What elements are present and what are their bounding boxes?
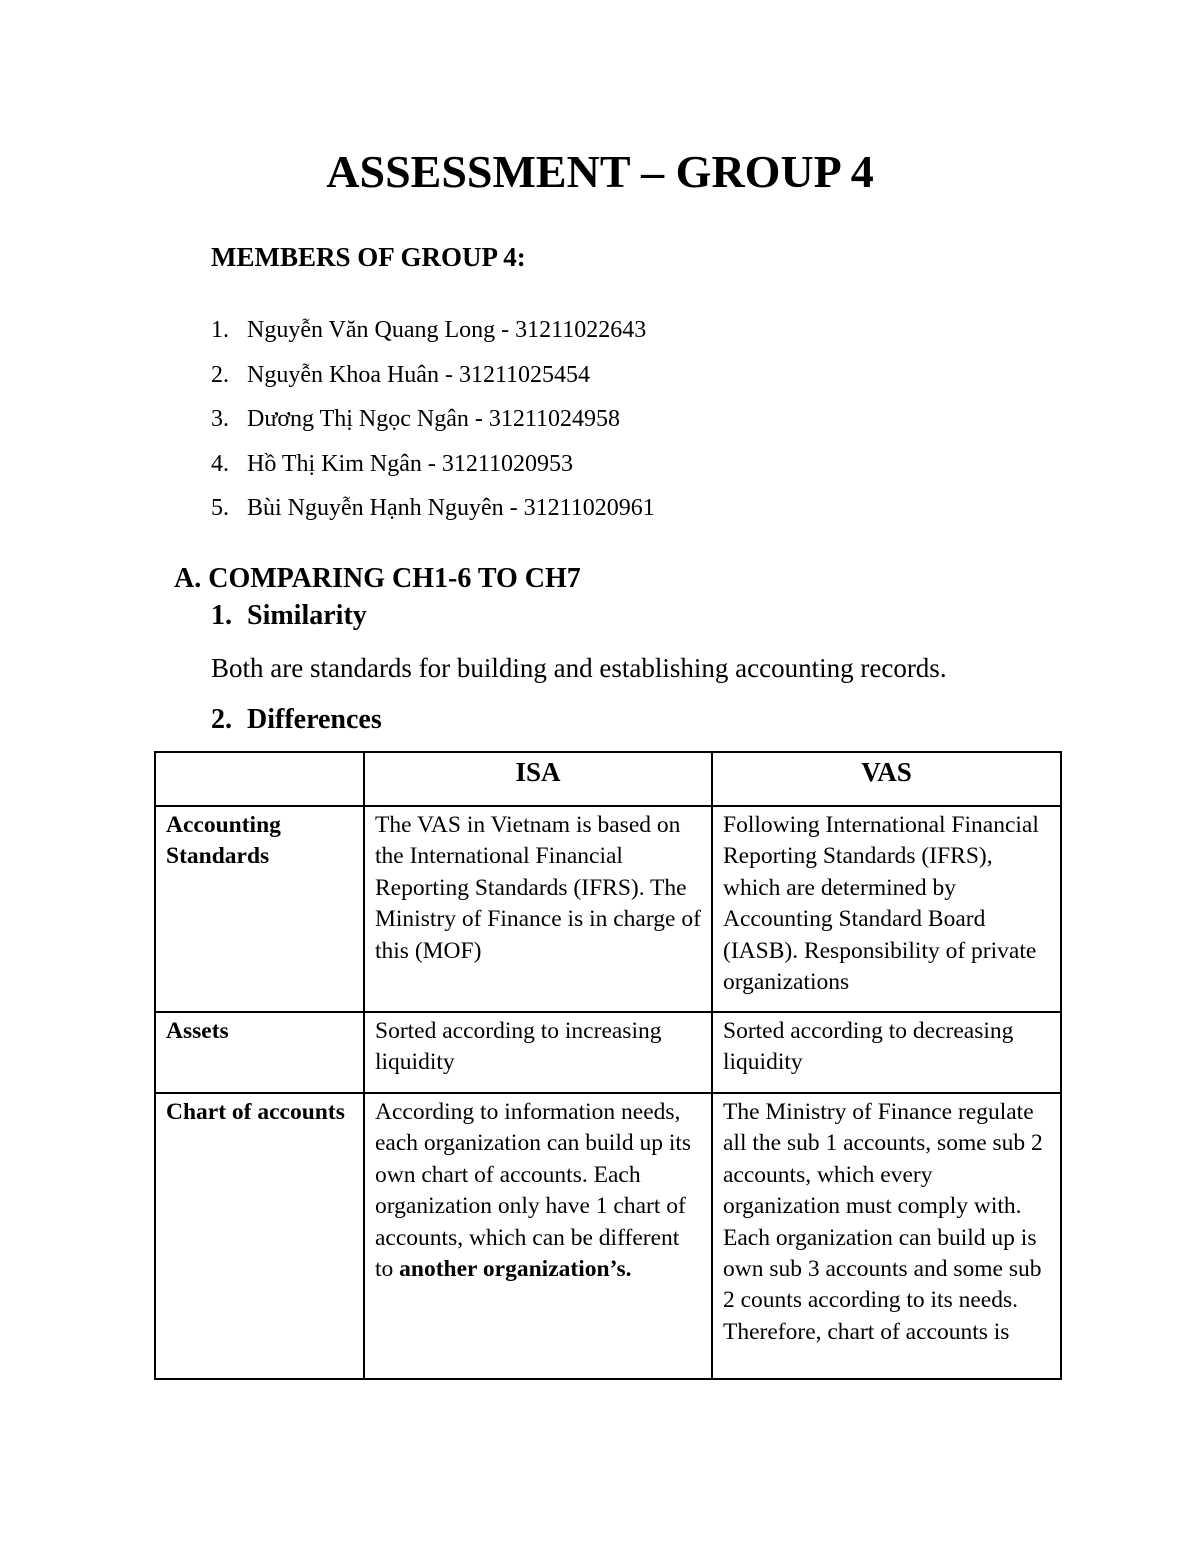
list-item (211, 308, 655, 353)
cell-isa-bold-text: another organization’s. (399, 1256, 632, 1283)
members-list (211, 308, 655, 531)
list-item (211, 486, 655, 531)
list-number: 4. (211, 450, 229, 477)
members-heading: MEMBERS OF GROUP 4: (211, 242, 526, 272)
header-cell-vas: VAS (712, 752, 1061, 806)
member-entry: Nguyễn Khoa Huân - 31211025454 (247, 361, 591, 388)
row-label-assets: Assets (155, 1012, 364, 1093)
heading-number: 1. (211, 600, 232, 631)
document-title: ASSESSMENT – GROUP 4 (326, 146, 874, 197)
list-number: 5. (211, 495, 229, 521)
table-row (155, 1012, 1061, 1093)
similarity-heading (211, 597, 367, 635)
row-label-accounting-standards: Accounting Standards (155, 806, 364, 1012)
list-number: 1. (211, 317, 229, 343)
list-item (211, 442, 655, 487)
heading-text: Similarity (247, 600, 367, 631)
member-entry: Hồ Thị Kim Ngân - 31211020953 (247, 450, 573, 477)
table-row (155, 1093, 1061, 1379)
similarity-paragraph: Both are standards for building and establishing accounting records. (211, 653, 947, 683)
table-row (155, 806, 1061, 1012)
list-item (211, 397, 655, 442)
comparison-table (154, 751, 1062, 1380)
header-cell-empty (155, 752, 364, 806)
table-header-row (155, 752, 1061, 806)
member-entry: Bùi Nguyễn Hạnh Nguyên - 31211020961 (247, 495, 655, 521)
cell-isa-text: According to information needs, each organization can build up its own chart of accounts. Each organization only have 1 chart of accounts, which can be different to (375, 1099, 692, 1283)
row-label-chart-of-accounts: Chart of accounts (155, 1093, 364, 1379)
cell-isa: Sorted according to increasing liquidity (364, 1012, 712, 1093)
cell-isa (364, 1093, 712, 1379)
member-entry: Dương Thị Ngọc Ngân - 31211024958 (247, 406, 620, 432)
cell-vas: Sorted according to decreasing liquidity (712, 1012, 1061, 1093)
header-cell-isa: ISA (364, 752, 712, 806)
cell-isa: The VAS in Vietnam is based on the International Financial Reporting Standards (IFRS). The Ministry of Finance is in charge of this (MOF) (364, 806, 712, 1012)
cell-vas: Following International Financial Reporting Standards (IFRS), which are determined by Accounting Standard Board (IASB). Responsibility of private organizations (712, 806, 1061, 1012)
cell-vas: The Ministry of Finance regulate all the sub 1 accounts, some sub 2 accounts, which every organization must comply with. Each organization can build up is own sub 3 accounts and some sub 2 counts according to its needs. Therefore, chart of accounts is (712, 1093, 1061, 1379)
differences-heading (211, 701, 382, 739)
heading-number: 2. (211, 704, 232, 735)
list-number: 2. (211, 361, 229, 388)
list-item (211, 353, 655, 398)
list-number: 3. (211, 406, 229, 432)
heading-text: Differences (247, 704, 382, 735)
section-a-heading: A. COMPARING CH1-6 TO CH7 (174, 563, 581, 594)
member-entry: Nguyễn Văn Quang Long - 31211022643 (247, 317, 647, 343)
